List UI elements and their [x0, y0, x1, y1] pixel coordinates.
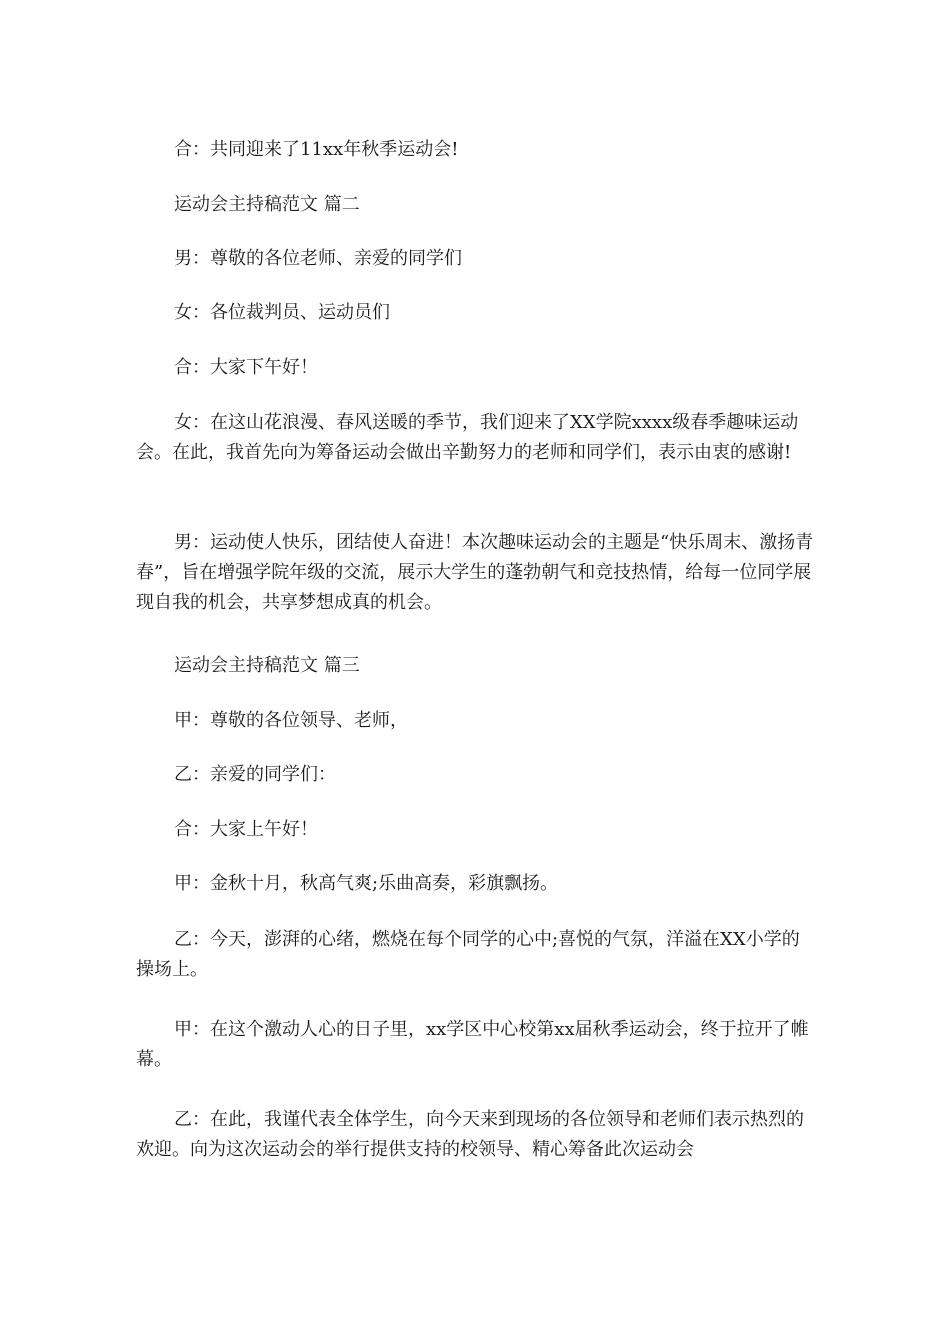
paragraph: 乙：在此，我谨代表全体学生，向今天来到现场的各位领导和老师们表示热烈的欢迎。向为这次运动会的举行提供支持的校领导、精心筹备此次运动会 [136, 1109, 804, 1160]
paragraph: 男：尊敬的各位老师、亲爱的同学们 [174, 248, 462, 269]
paragraph: 乙：今天，澎湃的心绪，燃烧在每个同学的心中;喜悦的气氛，洋溢在XX小学的操场上。 [136, 929, 800, 980]
paragraph: 乙：亲爱的同学们： [174, 764, 336, 785]
section-heading: 运动会主持稿范文 篇二 [174, 194, 360, 215]
paragraph: 甲：在这个激动人心的日子里，xx学区中心校第xx届秋季运动会，终于拉开了帷幕。 [136, 1019, 809, 1070]
paragraph: 甲：尊敬的各位领导、老师， [174, 710, 408, 731]
paragraph: 合：共同迎来了11xx年秋季运动会! [174, 139, 459, 160]
section-heading: 运动会主持稿范文 篇三 [174, 655, 360, 676]
paragraph: 合：大家上午好！ [174, 819, 318, 840]
paragraph: 合：大家下午好！ [174, 357, 318, 378]
paragraph: 甲：金秋十月，秋高气爽;乐曲高奏，彩旗飘扬。 [174, 873, 559, 894]
paragraph: 女：各位裁判员、运动员们 [174, 302, 390, 323]
paragraph: 女：在这山花浪漫、春风送暖的季节，我们迎来了XX学院xxxx级春季趣味运动会。在此，我首先向为筹备运动会做出辛勤努力的老师和同学们，表示由衷的感谢! [136, 412, 799, 463]
paragraph: 男：运动使人快乐，团结使人奋进！本次趣味运动会的主题是“快乐周末、激扬青春”，旨在增强学院年级的交流，展示大学生的蓬勃朝气和竞技热情，给每一位同学展现自我的机会，共享梦想成真的机会。 [136, 532, 814, 613]
